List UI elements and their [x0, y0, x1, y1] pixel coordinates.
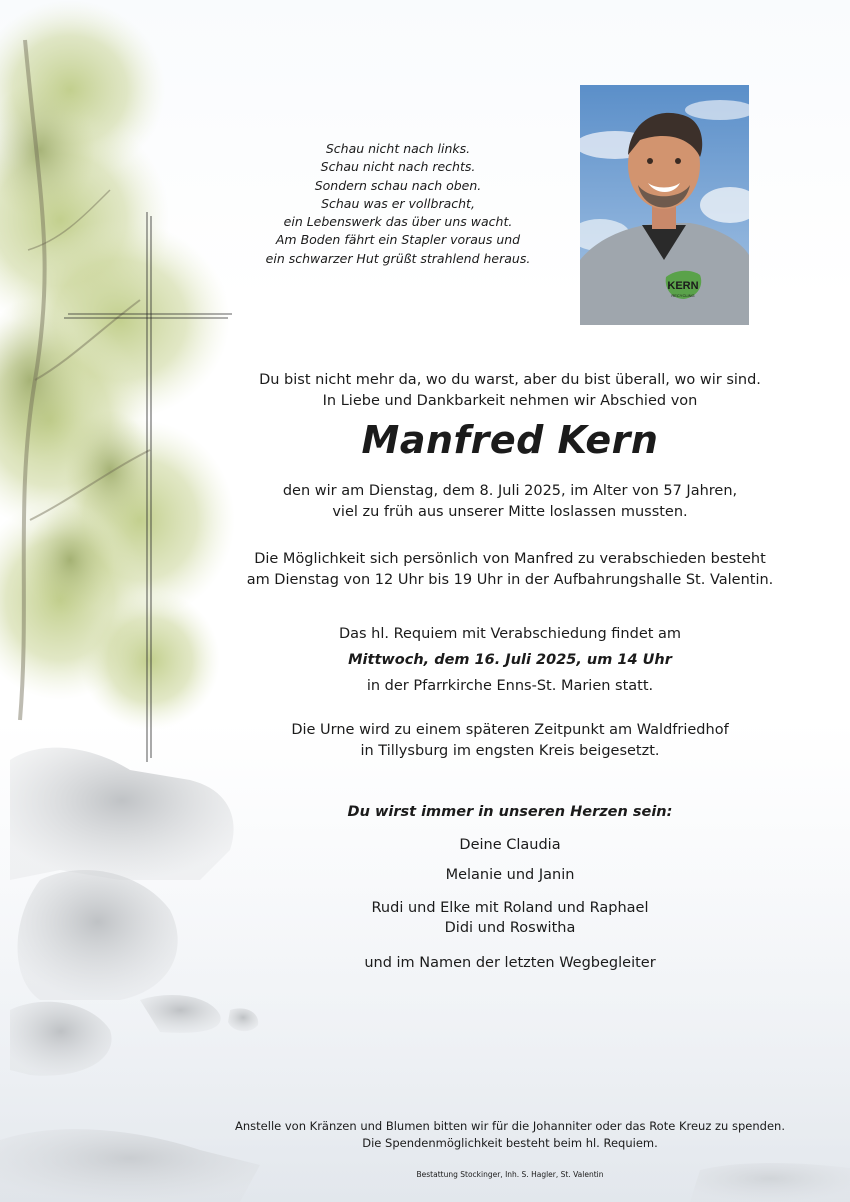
requiem-intro: Das hl. Requiem mit Verabschiedung findet am [338, 626, 682, 642]
poem-line: Schau was er vollbracht, [321, 195, 475, 211]
mourner-line: Didi und Roswitha [444, 920, 576, 936]
mourners-heading: Du wirst immer in unseren Herzen sein: [347, 804, 673, 820]
viewing-info [215, 549, 805, 591]
poem-line: Am Boden fährt ein Stapler voraus und [275, 232, 521, 248]
donation-line: Die Spendenmöglichkeit besteht beim hl. Requiem. [362, 1136, 658, 1150]
donation-line: Anstelle von Kränzen und Blumen bitten wir für die Johanniter oder das Rote Kreuz zu spenden. [235, 1119, 785, 1133]
mourner-line: Rudi und Elke mit Roland und Raphael [371, 900, 649, 916]
death-notice [215, 481, 805, 523]
shirt-logo: KERN [667, 280, 699, 292]
memorial-poem [248, 140, 548, 268]
donation-request [180, 1118, 840, 1152]
funeral-home: Bestattung Stockinger, Inh. S. Hagler, St. Valentin [416, 1170, 604, 1179]
cross-symbol [60, 210, 240, 770]
mourner-line: Melanie und Janin [445, 867, 575, 883]
viewing-line: am Dienstag von 12 Uhr bis 19 Uhr in der Aufbahrungshalle St. Valentin. [246, 572, 774, 588]
urn-line: Die Urne wird zu einem späteren Zeitpunkt am Waldfriedhof [291, 722, 729, 738]
poem-line: ein Lebenswerk das über uns wacht. [283, 214, 513, 230]
poem-line: Schau nicht nach links. [325, 141, 471, 156]
poem-line: Schau nicht nach rechts. [320, 159, 476, 175]
deceased-name: Manfred Kern [361, 418, 659, 462]
mourner-line: und im Namen der letzten Wegbegleiter [364, 955, 656, 971]
intro-line: In Liebe und Dankbarkeit nehmen wir Abschied von [322, 392, 698, 409]
urn-line: in Tillysburg im engsten Kreis beigesetzt. [360, 743, 660, 759]
poem-line: ein schwarzer Hut grüßt strahlend heraus. [265, 250, 531, 266]
intro-line: Du bist nicht mehr da, wo du warst, aber du bist überall, wo wir sind. [259, 372, 761, 388]
requiem-date: Mittwoch, dem 16. Juli 2025, um 14 Uhr [348, 652, 672, 668]
shirt-logo-subtext: RECYCLING [671, 293, 695, 298]
intro-text [215, 370, 805, 411]
death-notice-line: viel zu früh aus unserer Mitte loslassen mussten. [332, 504, 688, 520]
requiem-location: in der Pfarrkirche Enns-St. Marien statt. [366, 678, 654, 694]
portrait-photo [580, 85, 749, 325]
poem-line: Sondern schau nach oben. [314, 177, 482, 193]
viewing-line: Die Möglichkeit sich persönlich von Manfred zu verabschieden besteht [254, 551, 766, 567]
urn-info [215, 720, 805, 762]
mourner-line: Deine Claudia [459, 837, 561, 853]
death-notice-line: den wir am Dienstag, dem 8. Juli 2025, im Alter von 57 Jahren, [282, 483, 738, 499]
requiem-info [215, 621, 805, 699]
